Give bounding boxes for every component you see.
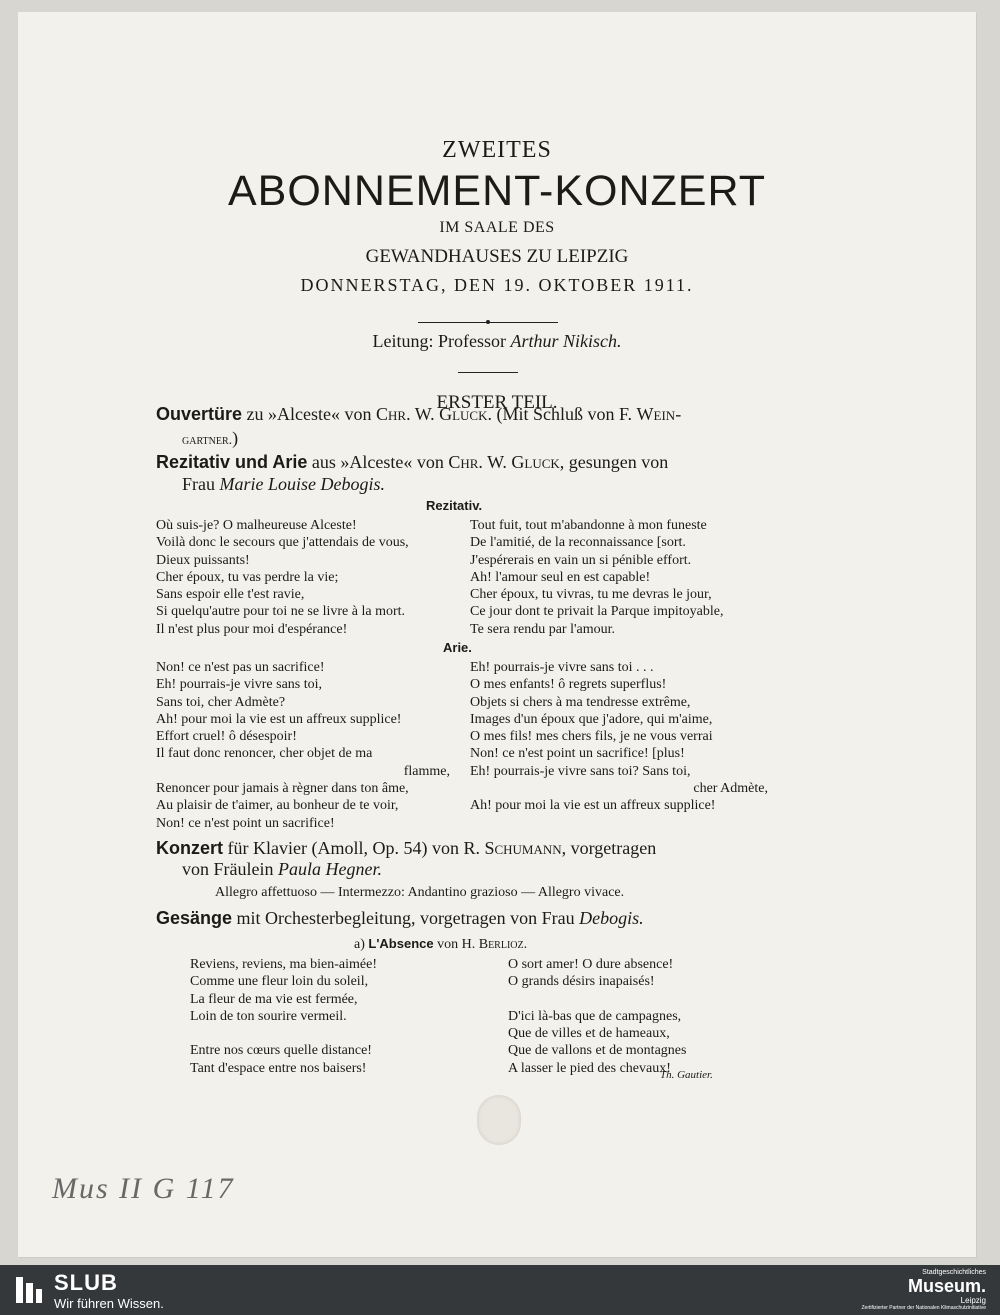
concerto-title: Konzert xyxy=(156,838,223,858)
verse-line: Ah! pour moi la vie est un affreux supplice! xyxy=(470,798,716,814)
recitative-title: Rezitativ und Arie xyxy=(156,452,308,472)
overture-composer: Chr. W. Gluck. xyxy=(376,404,492,424)
verse-line: Dieux puissants! xyxy=(156,552,250,568)
verse-line: Que de villes et de hameaux, xyxy=(508,1026,670,1042)
verse-line: Loin de ton sourire vermeil. xyxy=(190,1008,347,1024)
verse-line: Objets si chers à ma tendresse extrême, xyxy=(470,694,691,710)
verse-line: Tant d'espace entre nos baisers! xyxy=(190,1060,367,1076)
conductor-label: Leitung: Professor xyxy=(372,331,506,351)
conductor-name: Arthur Nikisch. xyxy=(510,331,622,351)
conductor-line xyxy=(18,331,976,352)
venue-line-1: IM SAALE DES xyxy=(439,219,555,236)
verse-line: O grands désirs inapaisés! xyxy=(508,974,655,990)
verse-line: Te sera rendu par l'amour. xyxy=(470,621,615,637)
verse-line: Tout fuit, tout m'abandonne à mon funeste xyxy=(470,518,707,533)
verse-line: Eh! pourrais-je vivre sans toi? Sans toi, xyxy=(470,763,691,779)
part-title: ERSTER TEIL. xyxy=(436,392,558,413)
verse-line: Renoncer pour jamais à règner dans ton âme, xyxy=(156,781,409,797)
absence-right-column xyxy=(508,956,686,1077)
verse-line: Ah! l'amour seul en est capable! xyxy=(470,569,651,585)
verse-line: Ah! pour moi la vie est un affreux supplice! xyxy=(156,711,402,727)
arie-left-column xyxy=(156,659,450,832)
concerto-movements: Allegro affettuoso — Intermezzo: Andantino grazioso — Allegro vivace. xyxy=(215,885,625,900)
verse-line: O mes fils! mes chers fils, je ne vous verrai xyxy=(470,729,713,745)
absence-author: Th. Gautier. xyxy=(660,1069,713,1081)
absence-composer: H. Berlioz. xyxy=(461,937,528,952)
verse-line: Reviens, reviens, ma bien-aimée! xyxy=(190,957,377,972)
verse-line: Cher époux, tu vivras, tu me devras le jour, xyxy=(470,587,712,603)
concert-ordinal: ZWEITES xyxy=(442,137,552,163)
songs-singer: Debogis. xyxy=(579,908,644,928)
museum-note: Zertifizierter Partner der Nationalen Klimaschutzinitiative xyxy=(861,1305,986,1311)
rezitativ-right-column xyxy=(470,517,724,638)
museum-subtitle: Stadtgeschichtliches xyxy=(922,1269,986,1276)
verse-line: Non! ce n'est point un sacrifice! xyxy=(156,815,335,831)
verse-line: Si quelqu'autre pour toi ne se livre à la mort. xyxy=(156,604,406,620)
verse-line: D'ici là-bas que de campagnes, xyxy=(508,1008,682,1024)
slub-tagline: Wir führen Wissen. xyxy=(54,1296,164,1311)
concert-title: ABONNEMENT-KONZERT xyxy=(227,167,767,215)
concert-date: DONNERSTAG, DEN 19. OKTOBER 1911. xyxy=(300,275,694,295)
absence-left-column xyxy=(190,956,377,1077)
recitative-line-2: Frau Marie Louise Debogis. xyxy=(182,474,385,494)
verse-line: flamme, xyxy=(403,763,450,779)
absence-title: L'Absence xyxy=(368,936,434,951)
verse-line: Non! ce n'est point un sacrifice! [plus! xyxy=(470,746,685,762)
concerto-composer: R. Schumann xyxy=(463,838,562,858)
recitative-composer: Chr. W. Gluck xyxy=(448,452,560,472)
songs-line: Gesänge mit Orchesterbegleitung, vorgetragen von Frau Debogis. xyxy=(156,908,644,928)
verse-line: Où suis-je? O malheureuse Alceste! xyxy=(156,518,357,533)
program-page xyxy=(18,12,976,1257)
verse-line: Il n'est plus pour moi d'espérance! xyxy=(156,621,348,637)
verse-line: Entre nos cœurs quelle distance! xyxy=(190,1043,372,1059)
verse-line: Que de vallons et de montagnes xyxy=(508,1043,687,1059)
venue-line-2: GEWANDHAUSES ZU LEIPZIG xyxy=(365,246,629,267)
verse-line: O sort amer! O dure absence! xyxy=(508,957,674,972)
rezitativ-left-column xyxy=(156,517,409,638)
verse-line: J'espérerais en vain un si pénible effort. xyxy=(470,552,692,568)
verse-line: Cher époux, tu vas perdre la vie; xyxy=(156,569,339,585)
museum-city: Leipzig xyxy=(960,1296,986,1305)
recitative-line-1: Rezitativ und Arie aus »Alceste« von Chr. W. Gluck, gesungen von xyxy=(156,452,669,472)
verse-line: De l'amitié, de la reconnaissance [sort. xyxy=(470,535,686,551)
absence-heading: a) L'Absence von H. Berlioz. xyxy=(354,936,528,952)
verse-line: Sans toi, cher Admète? xyxy=(156,694,286,710)
verse-line: Non! ce n'est pas un sacrifice! xyxy=(156,660,325,675)
verse-line xyxy=(508,991,686,1008)
verse-line: Ce jour dont te privait la Parque impitoyable, xyxy=(470,604,724,620)
footer-bar xyxy=(0,1265,1000,1315)
rezitativ-heading: Rezitativ. xyxy=(426,498,483,513)
verse-line: Sans espoir elle t'est ravie, xyxy=(156,587,305,603)
arie-heading: Arie. xyxy=(443,640,472,655)
verse-line: Voilà donc le secours que j'attendais de vous, xyxy=(156,535,409,551)
concerto-line-2: von Fräulein Paula Hegner. xyxy=(182,859,382,879)
verse-line: O mes enfants! ô regrets superflus! xyxy=(470,677,667,693)
verse-line: Effort cruel! ô désespoir! xyxy=(156,729,297,745)
verse-line: Images d'un époux que j'adore, qui m'aime, xyxy=(470,711,713,727)
shelfmark: Mus II G 117 xyxy=(52,1172,235,1205)
songs-title: Gesänge xyxy=(156,908,233,928)
concerto-line-1: Konzert für Klavier (Amoll, Op. 54) von R. Schumann, vorgetragen xyxy=(156,838,657,858)
recitative-singer: Marie Louise Debogis. xyxy=(219,474,385,494)
verse-line: Comme une fleur loin du soleil, xyxy=(190,974,369,990)
divider-dot xyxy=(486,320,490,324)
verse-line: La fleur de ma vie est fermée, xyxy=(190,991,358,1007)
slub-logo-icon xyxy=(14,1275,44,1305)
overture-line-2: gartner.) xyxy=(182,428,239,448)
verse-line: Il faut donc renoncer, cher objet de ma xyxy=(156,746,373,762)
overture-line-1: Ouvertüre zu »Alceste« von Chr. W. Gluck. (Mit Schluß von F. Wein- xyxy=(156,404,682,424)
divider-2 xyxy=(458,372,518,373)
arie-right-column xyxy=(470,659,768,815)
verse-line: Eh! pourrais-je vivre sans toi . . . xyxy=(470,660,654,675)
overture-title: Ouvertüre xyxy=(156,404,243,424)
slub-name: SLUB xyxy=(54,1270,118,1295)
verse-line xyxy=(190,1025,377,1042)
embossed-stamp xyxy=(477,1095,521,1145)
concerto-performer: Paula Hegner. xyxy=(278,859,382,879)
verse-line: cher Admète, xyxy=(693,781,768,797)
verse-line: Eh! pourrais-je vivre sans toi, xyxy=(156,677,323,693)
verse-line: A lasser le pied des chevaux! xyxy=(508,1060,671,1076)
verse-line: Au plaisir de t'aimer, au bonheur de te voir, xyxy=(156,798,399,814)
museum-name: Museum. xyxy=(907,1276,986,1296)
